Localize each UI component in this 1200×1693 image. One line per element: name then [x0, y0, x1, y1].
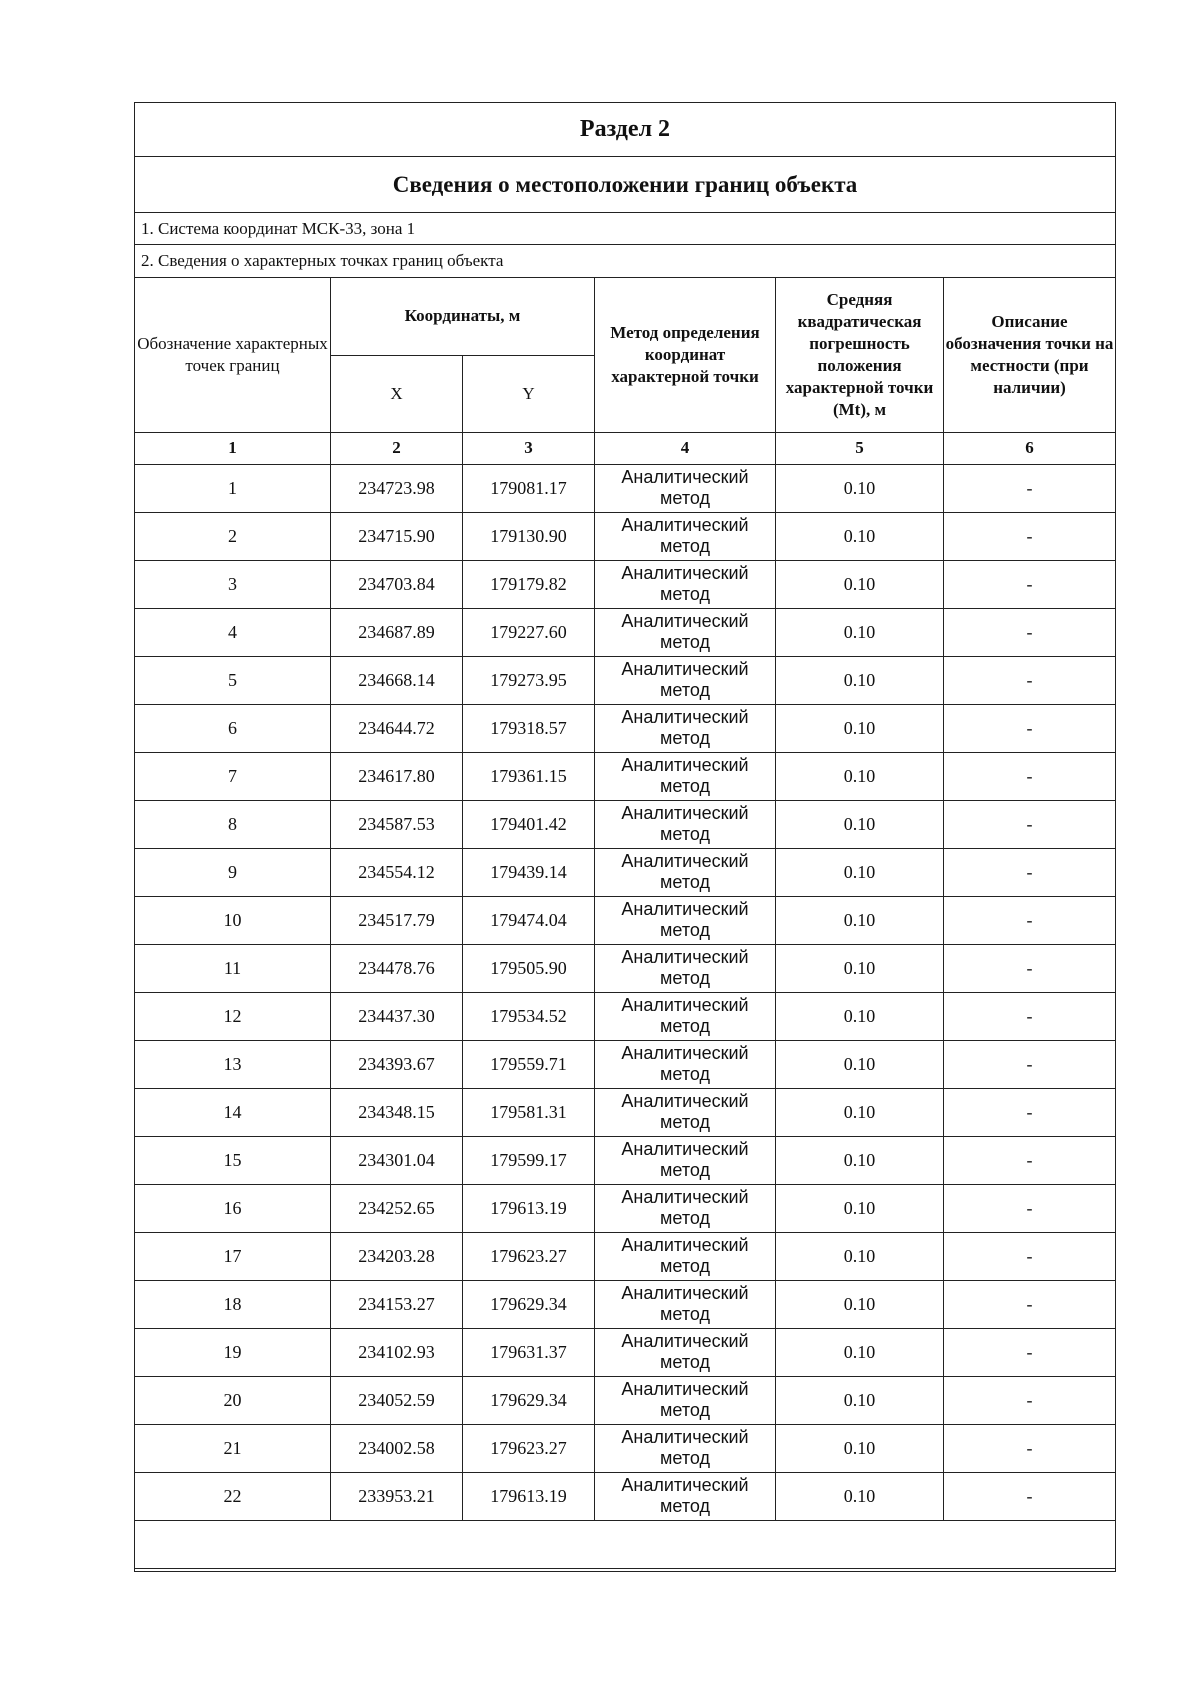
- cell-point-number: 15: [135, 1136, 331, 1184]
- cell-point-number: 3: [135, 560, 331, 608]
- column-number: 6: [944, 432, 1116, 464]
- cell-y: 179401.42: [463, 800, 595, 848]
- cell-method: Аналитический метод: [595, 1328, 776, 1376]
- cell-y: 179623.27: [463, 1424, 595, 1472]
- cell-point-number: 19: [135, 1328, 331, 1376]
- cell-x: 234617.80: [331, 752, 463, 800]
- table-row: [135, 944, 1116, 992]
- document-sheet: [134, 102, 1116, 1572]
- cell-accuracy: 0.10: [776, 1328, 944, 1376]
- column-number: 2: [331, 432, 463, 464]
- cell-x: 234644.72: [331, 704, 463, 752]
- header-accuracy: Средняя квадратическая погрешность положения характерной точки (Mt), м: [776, 278, 944, 432]
- cell-description: -: [944, 1232, 1116, 1280]
- cell-description: -: [944, 848, 1116, 896]
- cell-point-number: 1: [135, 464, 331, 512]
- cell-point-number: 5: [135, 656, 331, 704]
- cell-accuracy: 0.10: [776, 704, 944, 752]
- cell-x: 234587.53: [331, 800, 463, 848]
- cell-method: Аналитический метод: [595, 752, 776, 800]
- cell-description: -: [944, 464, 1116, 512]
- header-description: Описание обозначения точки на местности (при наличии): [944, 278, 1116, 432]
- cell-description: -: [944, 608, 1116, 656]
- cell-description: -: [944, 1040, 1116, 1088]
- cell-point-number: 6: [135, 704, 331, 752]
- cell-x: 234301.04: [331, 1136, 463, 1184]
- table-row: [135, 512, 1116, 560]
- cell-accuracy: 0.10: [776, 944, 944, 992]
- cell-y: 179613.19: [463, 1472, 595, 1520]
- cell-method: Аналитический метод: [595, 992, 776, 1040]
- cell-description: -: [944, 512, 1116, 560]
- cell-y: 179623.27: [463, 1232, 595, 1280]
- column-numbers-row: [135, 432, 1116, 464]
- cell-y: 179613.19: [463, 1184, 595, 1232]
- points-table-body: [135, 464, 1116, 1568]
- cell-x: 233953.21: [331, 1472, 463, 1520]
- cell-x: 234052.59: [331, 1376, 463, 1424]
- cell-y: 179629.34: [463, 1376, 595, 1424]
- cell-accuracy: 0.10: [776, 1280, 944, 1328]
- cell-accuracy: 0.10: [776, 656, 944, 704]
- cell-description: -: [944, 1376, 1116, 1424]
- boundary-points-table: [134, 278, 1116, 1569]
- cell-x: 234252.65: [331, 1184, 463, 1232]
- cell-point-number: 7: [135, 752, 331, 800]
- table-row: [135, 1136, 1116, 1184]
- cell-point-number: 2: [135, 512, 331, 560]
- table-row: [135, 992, 1116, 1040]
- cell-accuracy: 0.10: [776, 1376, 944, 1424]
- table-row: [135, 608, 1116, 656]
- table-row: [135, 560, 1116, 608]
- table-row: [135, 1328, 1116, 1376]
- cell-accuracy: 0.10: [776, 752, 944, 800]
- cell-point-number: 18: [135, 1280, 331, 1328]
- cell-description: -: [944, 944, 1116, 992]
- cell-x: 234002.58: [331, 1424, 463, 1472]
- section-title: Раздел 2: [135, 103, 1115, 157]
- table-row: [135, 848, 1116, 896]
- cell-description: -: [944, 1280, 1116, 1328]
- cell-method: Аналитический метод: [595, 800, 776, 848]
- cell-description: -: [944, 656, 1116, 704]
- coordinate-system-line: 1. Система координат МСК-33, зона 1: [135, 213, 1115, 245]
- cell-y: 179534.52: [463, 992, 595, 1040]
- cell-point-number: 12: [135, 992, 331, 1040]
- cell-x: 234153.27: [331, 1280, 463, 1328]
- cell-description: -: [944, 704, 1116, 752]
- cell-accuracy: 0.10: [776, 1424, 944, 1472]
- cell-method: Аналитический метод: [595, 512, 776, 560]
- cell-description: -: [944, 560, 1116, 608]
- cell-description: -: [944, 1472, 1116, 1520]
- cell-point-number: 9: [135, 848, 331, 896]
- cell-method: Аналитический метод: [595, 1184, 776, 1232]
- cell-accuracy: 0.10: [776, 608, 944, 656]
- cell-y: 179318.57: [463, 704, 595, 752]
- cell-method: Аналитический метод: [595, 560, 776, 608]
- cell-x: 234703.84: [331, 560, 463, 608]
- cell-x: 234478.76: [331, 944, 463, 992]
- cell-method: Аналитический метод: [595, 1472, 776, 1520]
- cell-x: 234348.15: [331, 1088, 463, 1136]
- table-row: [135, 752, 1116, 800]
- cell-description: -: [944, 992, 1116, 1040]
- cell-y: 179130.90: [463, 512, 595, 560]
- cell-method: Аналитический метод: [595, 464, 776, 512]
- cell-point-number: 8: [135, 800, 331, 848]
- cell-accuracy: 0.10: [776, 464, 944, 512]
- cell-description: -: [944, 1088, 1116, 1136]
- cell-accuracy: 0.10: [776, 1088, 944, 1136]
- table-row: [135, 1088, 1116, 1136]
- cell-method: Аналитический метод: [595, 1088, 776, 1136]
- table-row: [135, 1376, 1116, 1424]
- cell-x: 234393.67: [331, 1040, 463, 1088]
- cell-point-number: 11: [135, 944, 331, 992]
- cell-y: 179559.71: [463, 1040, 595, 1088]
- cell-point-number: 21: [135, 1424, 331, 1472]
- cell-y: 179081.17: [463, 464, 595, 512]
- cell-y: 179505.90: [463, 944, 595, 992]
- cell-point-number: 14: [135, 1088, 331, 1136]
- cell-description: -: [944, 800, 1116, 848]
- cell-accuracy: 0.10: [776, 1184, 944, 1232]
- table-row: [135, 1424, 1116, 1472]
- cell-accuracy: 0.10: [776, 1472, 944, 1520]
- cell-method: Аналитический метод: [595, 656, 776, 704]
- column-number: 5: [776, 432, 944, 464]
- cell-point-number: 17: [135, 1232, 331, 1280]
- header-x: X: [331, 355, 463, 432]
- cell-x: 234687.89: [331, 608, 463, 656]
- column-number: 1: [135, 432, 331, 464]
- cell-x: 234668.14: [331, 656, 463, 704]
- cell-accuracy: 0.10: [776, 800, 944, 848]
- cell-x: 234723.98: [331, 464, 463, 512]
- cell-method: Аналитический метод: [595, 1136, 776, 1184]
- cell-method: Аналитический метод: [595, 608, 776, 656]
- table-row: [135, 1232, 1116, 1280]
- cell-method: Аналитический метод: [595, 944, 776, 992]
- cell-y: 179474.04: [463, 896, 595, 944]
- cell-point-number: 4: [135, 608, 331, 656]
- column-number: 4: [595, 432, 776, 464]
- cell-accuracy: 0.10: [776, 512, 944, 560]
- cell-y: 179599.17: [463, 1136, 595, 1184]
- table-row: [135, 1184, 1116, 1232]
- cell-point-number: 22: [135, 1472, 331, 1520]
- table-blank-row: [135, 1520, 1116, 1568]
- cell-y: 179631.37: [463, 1328, 595, 1376]
- cell-description: -: [944, 896, 1116, 944]
- cell-point-number: 16: [135, 1184, 331, 1232]
- cell-y: 179629.34: [463, 1280, 595, 1328]
- header-y: Y: [463, 355, 595, 432]
- cell-x: 234517.79: [331, 896, 463, 944]
- table-row: [135, 704, 1116, 752]
- header-point-designation: Обозначение характерных точек границ: [135, 278, 331, 432]
- table-row: [135, 800, 1116, 848]
- cell-description: -: [944, 1328, 1116, 1376]
- cell-description: -: [944, 1184, 1116, 1232]
- section-subtitle: Сведения о местоположении границ объекта: [135, 157, 1115, 213]
- header-method: Метод определения координат характерной точки: [595, 278, 776, 432]
- cell-point-number: 10: [135, 896, 331, 944]
- cell-method: Аналитический метод: [595, 896, 776, 944]
- cell-x: 234437.30: [331, 992, 463, 1040]
- table-row: [135, 464, 1116, 512]
- column-number: 3: [463, 432, 595, 464]
- cell-method: Аналитический метод: [595, 1040, 776, 1088]
- table-row: [135, 1280, 1116, 1328]
- cell-y: 179361.15: [463, 752, 595, 800]
- cell-y: 179179.82: [463, 560, 595, 608]
- cell-method: Аналитический метод: [595, 1376, 776, 1424]
- cell-y: 179439.14: [463, 848, 595, 896]
- cell-x: 234102.93: [331, 1328, 463, 1376]
- cell-x: 234203.28: [331, 1232, 463, 1280]
- cell-method: Аналитический метод: [595, 1232, 776, 1280]
- table-row: [135, 1472, 1116, 1520]
- cell-method: Аналитический метод: [595, 1280, 776, 1328]
- cell-method: Аналитический метод: [595, 848, 776, 896]
- cell-method: Аналитический метод: [595, 1424, 776, 1472]
- cell-point-number: 13: [135, 1040, 331, 1088]
- cell-y: 179273.95: [463, 656, 595, 704]
- cell-y: 179227.60: [463, 608, 595, 656]
- cell-description: -: [944, 1424, 1116, 1472]
- header-coordinates: Координаты, м: [331, 278, 595, 355]
- cell-accuracy: 0.10: [776, 848, 944, 896]
- cell-description: -: [944, 752, 1116, 800]
- cell-accuracy: 0.10: [776, 1040, 944, 1088]
- cell-point-number: 20: [135, 1376, 331, 1424]
- cell-accuracy: 0.10: [776, 1232, 944, 1280]
- table-row: [135, 1040, 1116, 1088]
- cell-method: Аналитический метод: [595, 704, 776, 752]
- cell-description: -: [944, 1136, 1116, 1184]
- table-row: [135, 656, 1116, 704]
- cell-accuracy: 0.10: [776, 1136, 944, 1184]
- blank-cell: [135, 1520, 1116, 1568]
- cell-y: 179581.31: [463, 1088, 595, 1136]
- cell-accuracy: 0.10: [776, 560, 944, 608]
- table-row: [135, 896, 1116, 944]
- cell-accuracy: 0.10: [776, 896, 944, 944]
- cell-accuracy: 0.10: [776, 992, 944, 1040]
- points-caption-line: 2. Сведения о характерных точках границ объекта: [135, 245, 1115, 278]
- cell-x: 234554.12: [331, 848, 463, 896]
- cell-x: 234715.90: [331, 512, 463, 560]
